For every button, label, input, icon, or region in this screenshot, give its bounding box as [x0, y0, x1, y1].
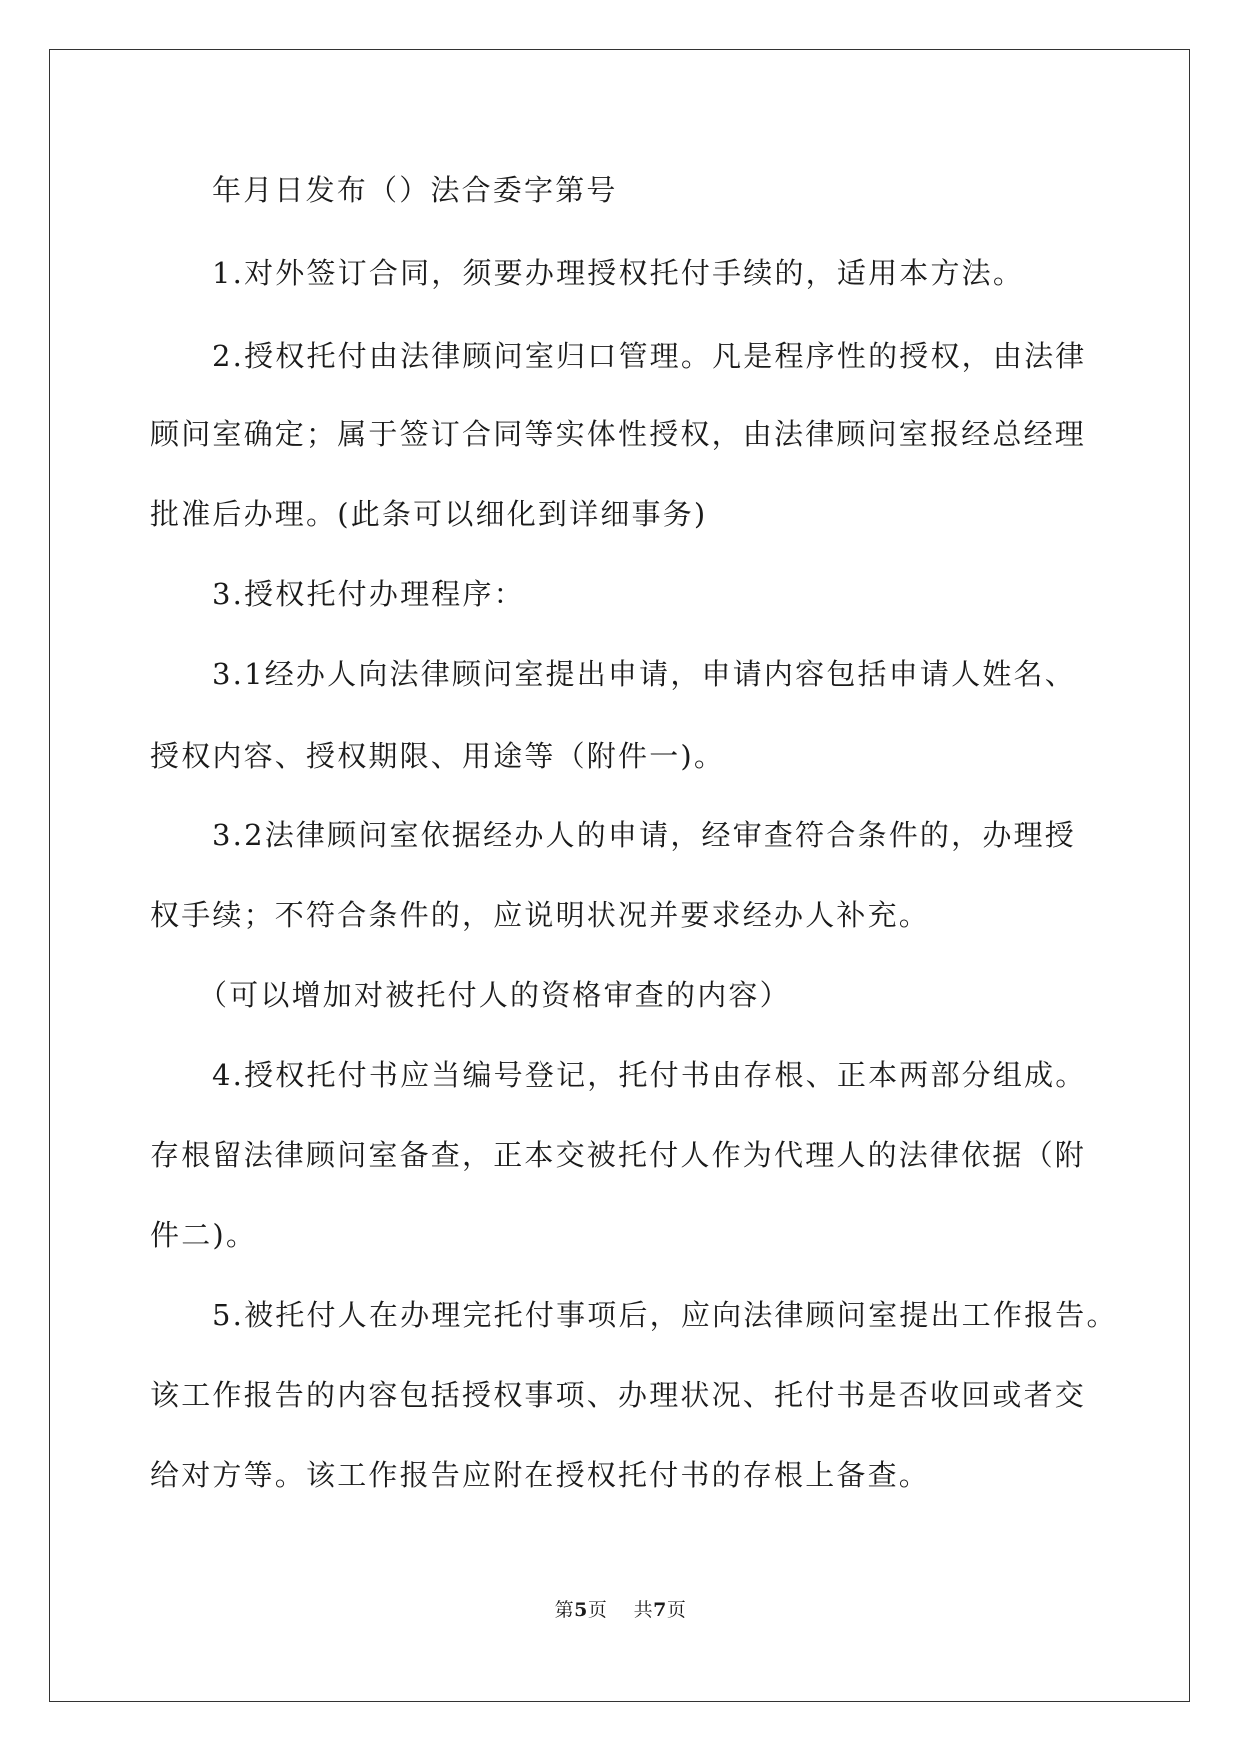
doc-line-13: 存根留法律顾问室备查，正本交被托付人作为代理人的法律依据（附 — [150, 1138, 1087, 1172]
doc-line-3: 2.授权托付由法律顾问室归口管理。凡是程序性的授权，由法律 — [212, 339, 1087, 373]
doc-line-15: 5.被托付人在办理完托付事项后，应向法律顾问室提出工作报告。 — [212, 1298, 1118, 1332]
footer-total-prefix: 共 — [633, 1599, 654, 1621]
footer-page-suffix: 页 — [587, 1599, 608, 1621]
doc-line-1: 年月日发布（）法合委字第号 — [212, 173, 618, 207]
footer-page-total: 7 — [653, 1599, 667, 1621]
page-footer — [0, 1595, 1241, 1622]
doc-line-2: 1.对外签订合同，须要办理授权托付手续的，适用本方法。 — [212, 256, 1025, 290]
doc-line-12: 4.授权托付书应当编号登记，托付书由存根、正本两部分组成。 — [212, 1058, 1087, 1092]
footer-total-suffix: 页 — [666, 1599, 687, 1621]
doc-line-16: 该工作报告的内容包括授权事项、办理状况、托付书是否收回或者交 — [150, 1378, 1087, 1412]
doc-line-8: 授权内容、授权期限、用途等（附件一)。 — [150, 739, 726, 773]
doc-line-10: 权手续；不符合条件的，应说明状况并要求经办人补充。 — [150, 898, 931, 932]
footer-page-prefix: 第 — [554, 1599, 575, 1621]
doc-line-6: 3.授权托付办理程序： — [212, 577, 525, 611]
doc-line-4: 顾问室确定；属于签订合同等实体性授权，由法律顾问室报经总经理 — [150, 417, 1087, 451]
footer-page-current: 5 — [574, 1599, 588, 1621]
doc-line-7: 3.1经办人向法律顾问室提出申请，申请内容包括申请人姓名、 — [212, 657, 1076, 691]
doc-line-14: 件二)。 — [150, 1218, 258, 1252]
doc-line-5: 批准后办理。(此条可以细化到详细事务) — [150, 497, 708, 531]
doc-line-17: 给对方等。该工作报告应附在授权托付书的存根上备查。 — [150, 1458, 931, 1492]
doc-line-11: （可以增加对被托付人的资格审查的内容） — [198, 978, 791, 1012]
doc-line-9: 3.2法律顾问室依据经办人的申请，经审查符合条件的，办理授 — [212, 818, 1076, 852]
